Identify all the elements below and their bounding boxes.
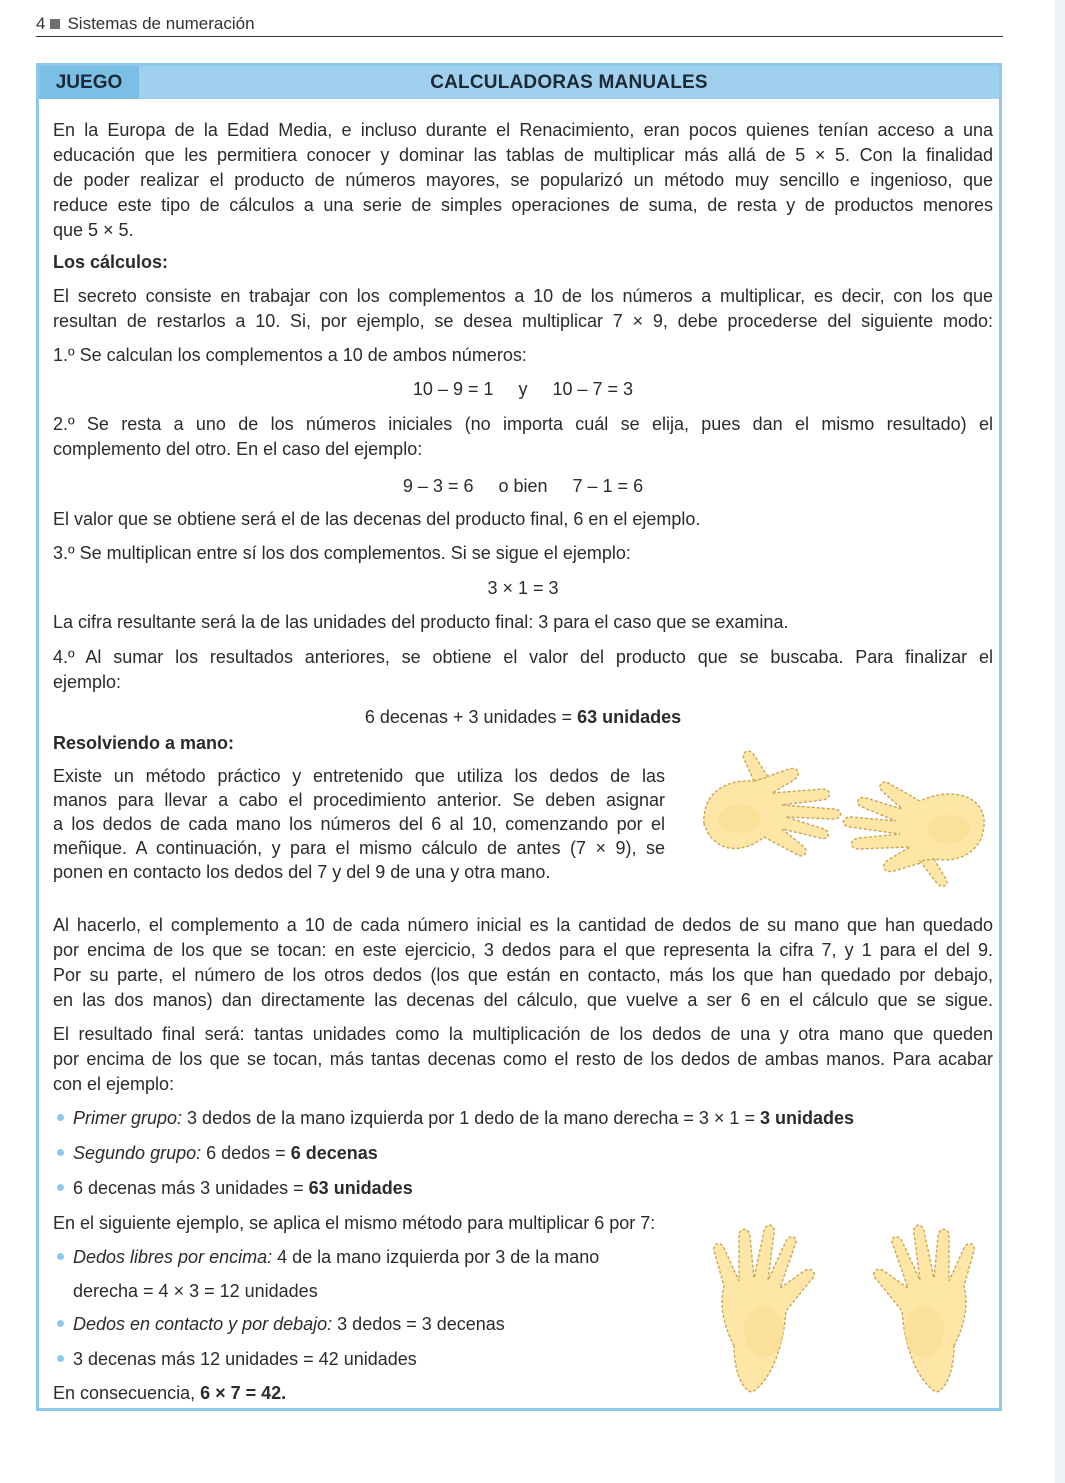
calculos-line-1: El secreto consiste en trabajar con los complementos a 10 de los números a multiplicar, es decir, con los que	[53, 286, 993, 306]
bullet-icon	[57, 1253, 64, 1260]
p2-line-1: Al hacerlo, el complemento a 10 de cada número inicial es la cantidad de dedos de su mano que han quedado	[53, 915, 993, 935]
bullet-icon	[57, 1114, 64, 1121]
p2-line-3: Por su parte, el número de los otros dedos (los que están en contacto, más los que han quedado por debajo,	[53, 965, 993, 985]
conclusion-result: 6 × 7 = 42.	[200, 1383, 287, 1403]
box-tag: JUEGO	[39, 66, 139, 99]
intro-line-3: de poder realizar el producto de números mayores, se popularizó un método muy sencillo e ingenioso, que	[53, 170, 993, 190]
bullet-icon	[57, 1184, 64, 1191]
equation-4	[53, 705, 993, 729]
mano-line-3: a los dedos de cada mano los números del 6 al 10, comenzando por el	[53, 814, 665, 834]
p3-line-2: por encima de los que se tocan, más tantas decenas como el resto de los dedos de ambas manos. Para acabar	[53, 1049, 993, 1069]
section-title: Sistemas de numeración	[67, 14, 255, 33]
mano-line-2: manos para llevar a cabo el procedimiento anterior. Se deben asignar	[53, 790, 665, 810]
step-2-line-2: complemento del otro. En el caso del ejemplo:	[53, 439, 423, 459]
bullet-result: 63 unidades	[308, 1178, 413, 1198]
step-4-line-1: 4.º Al sumar los resultados anteriores, se obtiene el valor del producto que se buscaba. Para finalizar el	[53, 647, 993, 667]
bullet-icon	[57, 1320, 64, 1327]
bullet-text: 6 dedos =	[201, 1143, 291, 1163]
step-3: 3.º Se multiplican entre sí los dos complementos. Si se sigue el ejemplo:	[53, 543, 631, 563]
box-header	[39, 66, 999, 99]
bullet-text: 4 de la mano izquierda por 3 de la mano	[272, 1247, 600, 1267]
bullet-result: 3 unidades	[759, 1108, 854, 1128]
bullet-primer-grupo	[53, 1106, 993, 1130]
page-edge	[1055, 0, 1065, 1483]
bullet-icon	[57, 1149, 64, 1156]
mano-heading: Resolviendo a mano:	[53, 733, 235, 753]
bullet-label: Primer grupo:	[73, 1108, 183, 1128]
mano-line-5: ponen en contacto los dedos del 7 y del 9 de una y otra mano.	[53, 862, 551, 882]
running-head	[36, 12, 1003, 37]
hands-upright-illustration	[694, 1216, 994, 1406]
bullet-label: Dedos en contacto y por debajo:	[73, 1314, 333, 1334]
page-number: 4	[36, 14, 46, 33]
mano-line-4: meñique. A continuación, y para el mismo cálculo de antes (7 × 9), se	[53, 838, 665, 858]
p3-line-3: con el ejemplo:	[53, 1074, 175, 1094]
conclusion-text: En consecuencia,	[53, 1383, 201, 1403]
hands-touching-illustration	[694, 739, 994, 889]
step-1: 1.º Se calculan los complementos a 10 de ambos números:	[53, 345, 527, 365]
intro-line-4: reduce este tipo de cálculos a una serie de simples operaciones de suma, de resta y de productos menores	[53, 195, 993, 215]
intro-line-1: En la Europa de la Edad Media, e incluso durante el Renacimiento, eran pocos quienes tenían acceso a una	[53, 120, 993, 140]
p3-line-1: El resultado final será: tantas unidades como la multiplicación de los dedos de una y otra mano que queden	[53, 1024, 993, 1044]
intro-line-5: que 5 × 5.	[53, 220, 134, 240]
note-2: El valor que se obtiene será el de las decenas del producto final, 6 en el ejemplo.	[53, 509, 701, 529]
calculos-heading: Los cálculos:	[53, 252, 169, 272]
example-2-intro: En el siguiente ejemplo, se aplica el mismo método para multiplicar 6 por 7:	[53, 1213, 656, 1233]
equation-2: 9 – 3 = 6 o bien 7 – 1 = 6	[402, 476, 644, 496]
equation-4-result: 63 unidades	[577, 707, 682, 727]
p2-line-2: por encima de los que se tocan: en este ejercicio, 3 dedos para el que representa la cifra 7, y 1 para el del 9.	[53, 940, 993, 960]
intro-line-2: educación que les permitiera conocer y dominar las tablas de multiplicar más allá de 5 × 5. Con la finalidad	[53, 145, 993, 165]
equation-4-text: 6 decenas + 3 unidades =	[364, 707, 578, 727]
step-2-line-1: 2.º Se resta a uno de los números iniciales (no importa cuál se elija, pues dan el mismo resultado) el	[53, 414, 993, 434]
step-4-line-2: ejemplo:	[53, 672, 122, 692]
bullet-text: 3 dedos de la mano izquierda por 1 dedo de la mano derecha = 3 × 1 =	[182, 1108, 760, 1128]
bullet-label: Dedos libres por encima:	[73, 1247, 273, 1267]
bullet-segundo-grupo	[53, 1141, 993, 1165]
calculos-line-2: resultan de restarlos a 10. Si, por ejemplo, se desea multiplicar 7 × 9, debe procederse del siguiente modo:	[53, 311, 993, 331]
bullet-label: Segundo grupo:	[73, 1143, 202, 1163]
square-icon	[50, 19, 60, 29]
bullet-text: 6 decenas más 3 unidades =	[73, 1178, 309, 1198]
box-title: CALCULADORAS MANUALES	[430, 71, 708, 93]
equation-1: 10 – 9 = 1 y 10 – 7 = 3	[412, 379, 634, 399]
p2-line-4: en las dos manos) dan directamente las decenas del cálculo, que vuelve a ser 6 en el cálculo que se sigue.	[53, 990, 993, 1010]
bullet-result: 6 decenas	[290, 1143, 378, 1163]
game-box	[36, 63, 1002, 1411]
bullet-total	[53, 1176, 993, 1200]
note-3: La cifra resultante será la de las unidades del producto final: 3 para el caso que se examina.	[53, 612, 789, 632]
bullet-dedos-libres-cont: derecha = 4 × 3 = 12 unidades	[73, 1281, 318, 1301]
bullet-text: 3 decenas más 12 unidades = 42 unidades	[73, 1349, 417, 1369]
mano-line-1: Existe un método práctico y entretenido que utiliza los dedos de las	[53, 766, 665, 786]
equation-3: 3 × 1 = 3	[487, 578, 559, 598]
bullet-icon	[57, 1355, 64, 1362]
bullet-text: 3 dedos = 3 decenas	[332, 1314, 505, 1334]
